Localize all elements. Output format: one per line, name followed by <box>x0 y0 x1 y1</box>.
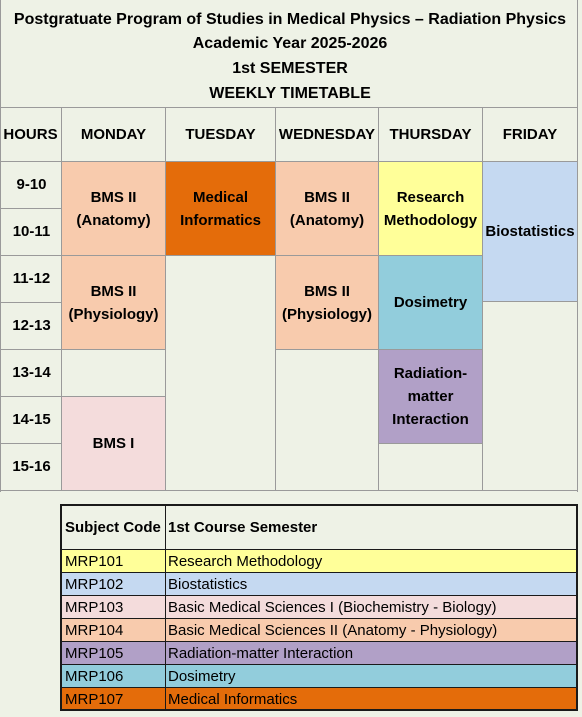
hour-label: 9-10 <box>16 176 47 193</box>
hour-label: 13-14 <box>12 364 51 381</box>
column-header-hours: HOURS <box>3 126 58 143</box>
session-monday-bms2-anatomy: BMS II (Anatomy) <box>62 162 165 255</box>
session-monday-bms2-physiology: BMS II (Physiology) <box>62 256 165 349</box>
session-tuesday-medical-informatics: Medical Informatics <box>166 162 275 255</box>
hour-label: 14-15 <box>12 411 51 428</box>
session-thursday-radiation-matter: Radiation- matter Interaction <box>379 350 482 443</box>
session-thursday-dosimetry: Dosimetry <box>379 256 482 349</box>
legend-row: MRP105 Radiation-matter Interaction <box>61 642 577 665</box>
legend-row: MRP106 Dosimetry <box>61 665 577 688</box>
session-friday-biostatistics: Biostatistics <box>483 162 577 301</box>
timetable-label: WEEKLY TIMETABLE <box>209 85 371 102</box>
legend-header-name: 1st Course Semester <box>168 519 318 536</box>
column-header-monday: MONDAY <box>80 126 147 143</box>
session-wednesday-bms2-anatomy: BMS II (Anatomy) <box>276 162 378 255</box>
column-header-friday: FRIDAY <box>502 126 558 143</box>
program-title: Postgratuate Program of Studies in Medical Physics – Radiation Physics <box>13 11 567 28</box>
column-header-wednesday: WEDNESDAY <box>278 126 376 143</box>
session-thursday-research-methodology: Research Methodology <box>379 162 482 255</box>
academic-year: Academic Year 2025-2026 <box>192 35 388 52</box>
legend-row: MRP104 Basic Medical Sciences II (Anatomy - Physiology) <box>61 619 577 642</box>
legend-row: MRP101 Research Methodology <box>61 550 577 573</box>
hour-label: 11-12 <box>12 270 51 287</box>
session-wednesday-bms2-physiology: BMS II (Physiology) <box>276 256 378 349</box>
legend-header-row <box>61 505 577 550</box>
legend-row: MRP103 Basic Medical Sciences I (Biochemistry - Biology) <box>61 596 577 619</box>
hour-label: 10-11 <box>12 223 51 240</box>
legend-row: MRP102 Biostatistics <box>61 573 577 596</box>
column-header-thursday: THURSDAY <box>389 126 472 143</box>
hour-label: 15-16 <box>12 458 51 475</box>
legend-row: MRP107 Medical Informatics <box>61 688 577 711</box>
legend-header-code: Subject Code <box>65 519 161 536</box>
session-monday-bms1: BMS I <box>62 397 165 490</box>
column-header-tuesday: TUESDAY <box>185 126 256 143</box>
hour-label: 12-13 <box>12 317 51 334</box>
semester-label: 1st SEMESTER <box>232 60 348 77</box>
